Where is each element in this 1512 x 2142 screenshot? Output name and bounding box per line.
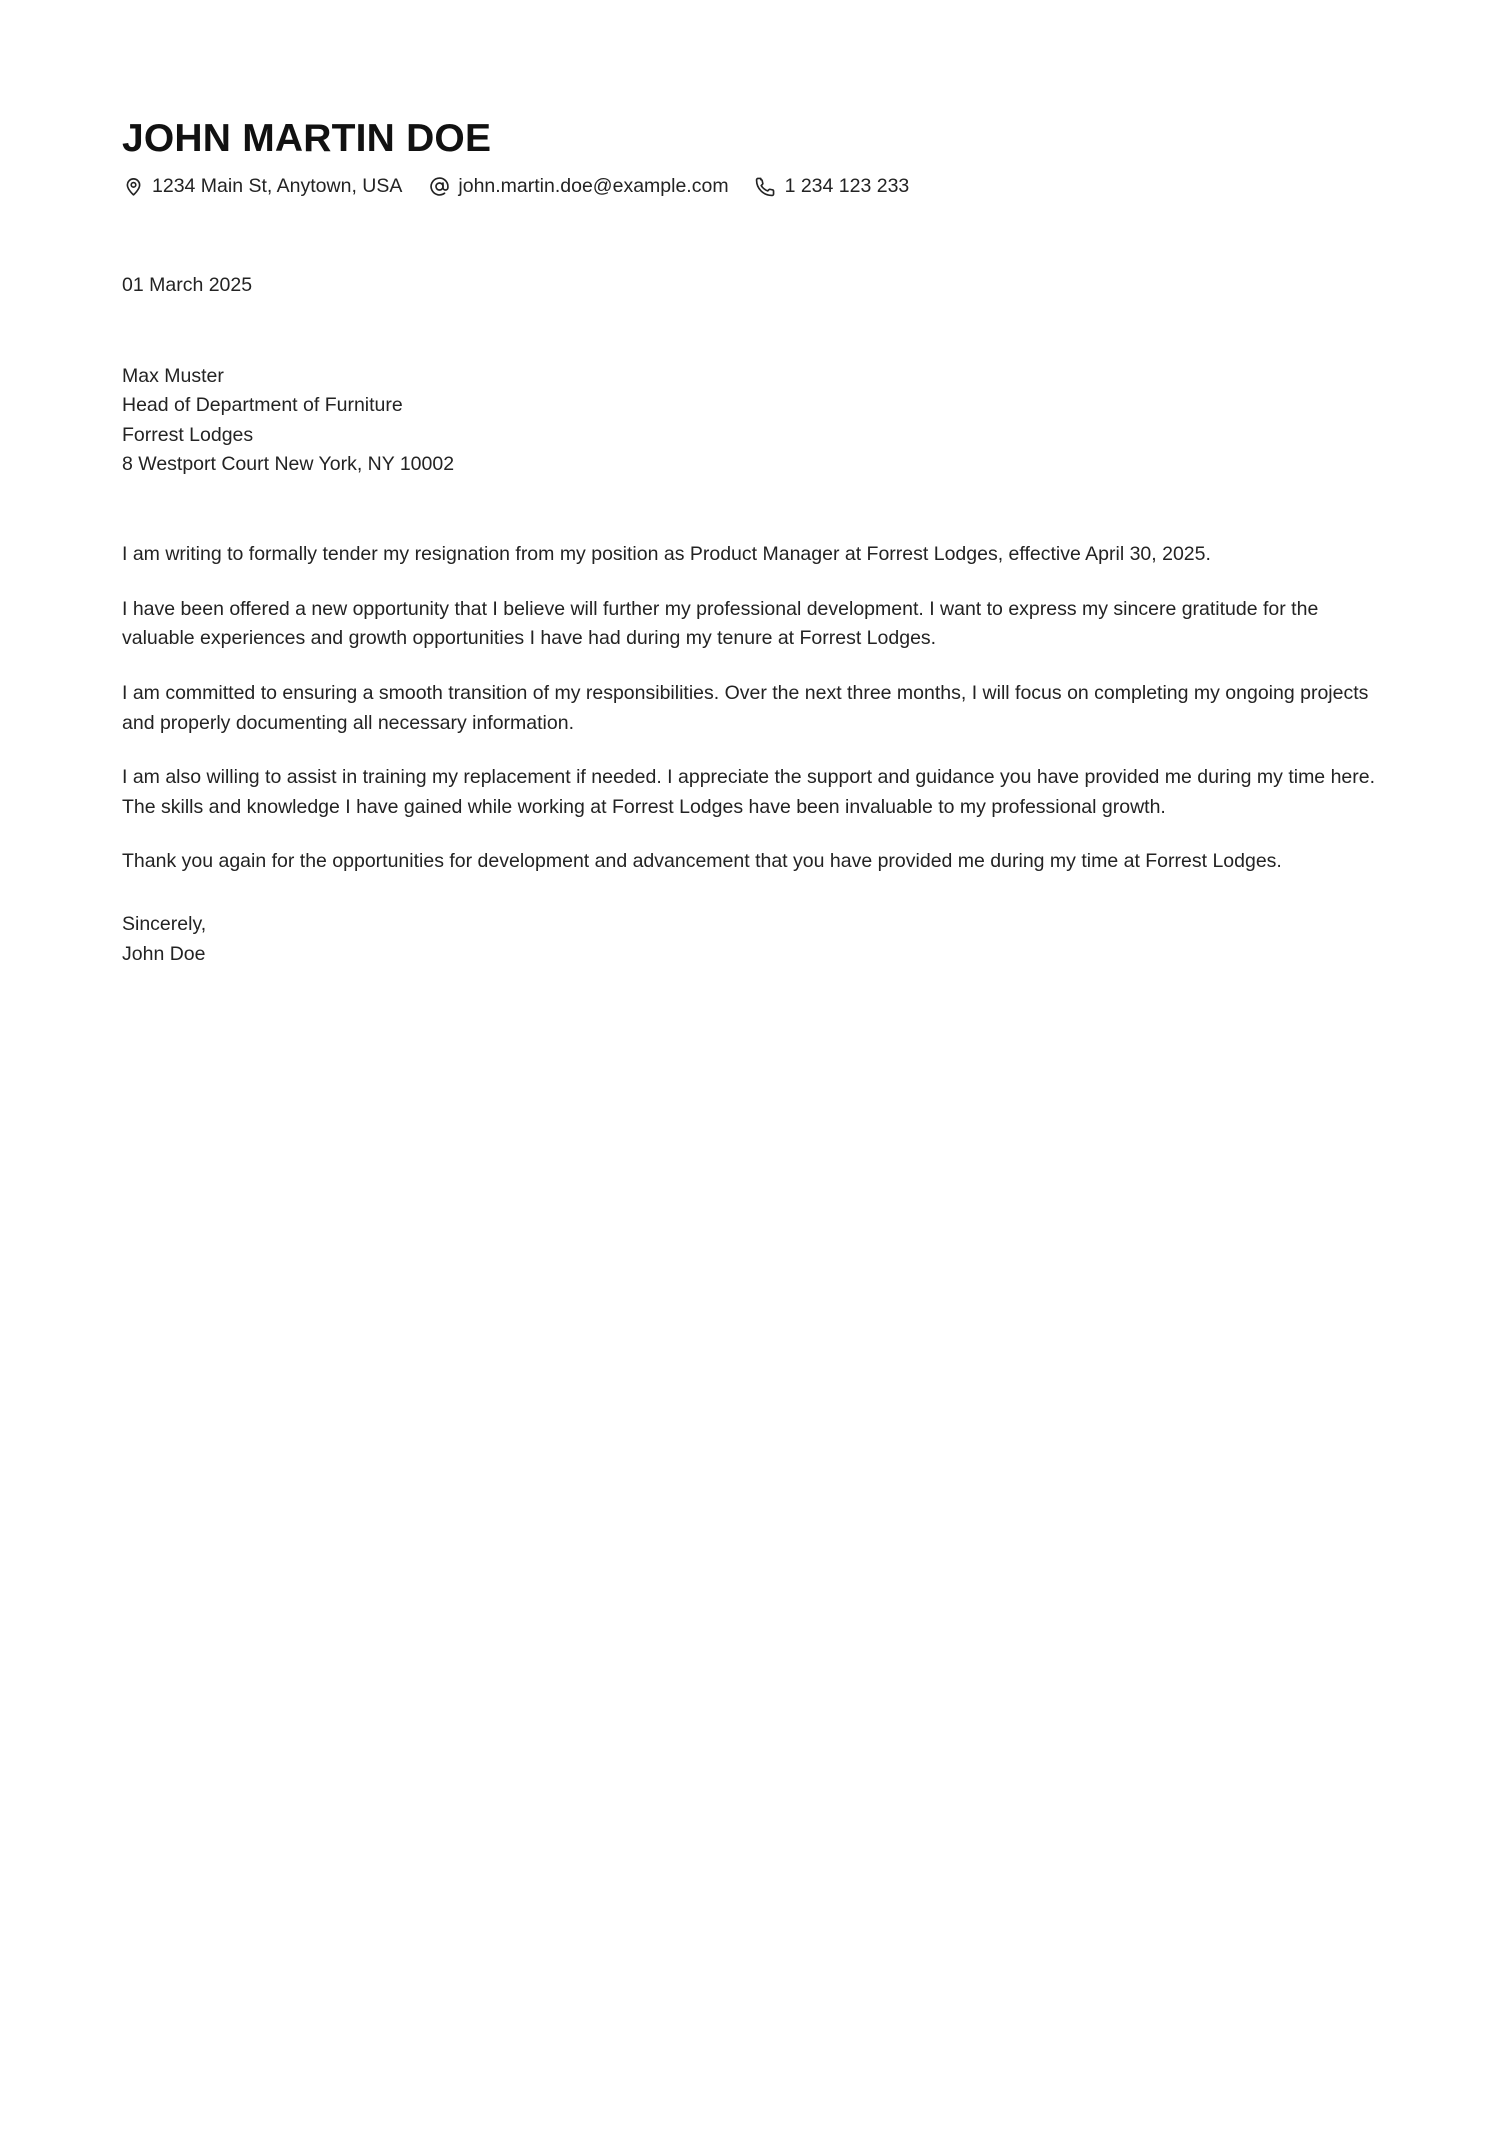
recipient-company: Forrest Lodges (122, 423, 254, 446)
contact-address (122, 175, 402, 198)
letter-date: 01 March 2025 (122, 274, 253, 297)
body-paragraph: I have been offered a new opportunity that I believe will further my professional development. I want to express my sincere gratitude for the valuable experiences and growth opportunities I have had during my tenure at Forrest Lodges. (122, 597, 1319, 650)
contact-address-text: 1234 Main St, Anytown, USA (152, 174, 403, 197)
contact-phone (755, 175, 910, 198)
recipient-block (122, 362, 1392, 481)
body-paragraph: I am also willing to assist in training my replacement if needed. I appreciate the support and guidance you have provided me during my time here. The skills and knowledge I have gained while working at Forrest Lodges have been invaluable to my professional growth. (122, 766, 1376, 818)
contact-email-text: john.martin.doe@example.com (458, 174, 729, 197)
page-title: JOHN MARTIN DOE (122, 117, 492, 160)
contact-email (428, 175, 728, 198)
closing-block (122, 910, 1392, 969)
body-paragraph: I am writing to formally tender my resignation from my position as Product Manager at Forrest Lodges, effective April 30, 2025. (122, 543, 1211, 566)
letter-body (122, 540, 1387, 877)
body-paragraph: I am committed to ensuring a smooth transition of my responsibilities. Over the next three months, I will focus on completing my ongoing projects and properly documenting all necessary information. (122, 681, 1369, 734)
recipient-title: Head of Department of Furniture (122, 394, 403, 417)
closing-salutation: Sincerely, (122, 913, 207, 936)
recipient-name: Max Muster (122, 364, 224, 387)
contact-row (122, 175, 1392, 198)
contact-phone-text: 1 234 123 233 (784, 174, 910, 197)
signature-name: John Doe (122, 942, 206, 965)
location-pin-icon (122, 176, 144, 198)
at-sign-icon (428, 176, 450, 198)
body-paragraph: Thank you again for the opportunities for development and advancement that you have provided me during my time at Forrest Lodges. (122, 850, 1282, 873)
recipient-address: 8 Westport Court New York, NY 10002 (122, 453, 455, 476)
phone-icon (755, 176, 777, 198)
